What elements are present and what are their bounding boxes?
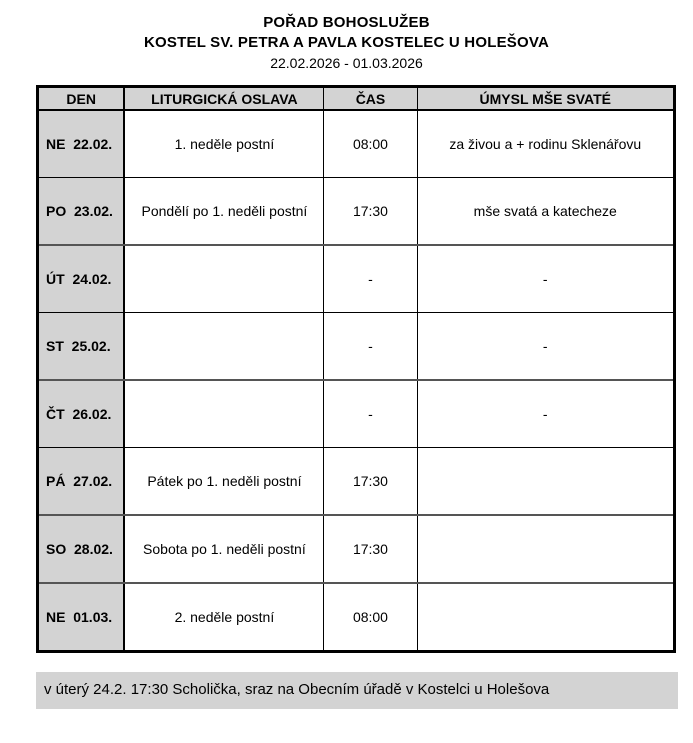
- time-cell: 17:30: [324, 448, 417, 516]
- time-cell: 08:00: [324, 110, 417, 178]
- liturgy-cell: Pátek po 1. neděli postní: [124, 448, 324, 516]
- column-header-cas: ČAS: [324, 87, 417, 111]
- schedule-table: [36, 85, 676, 653]
- day-cell: PÁ 27.02.: [38, 448, 125, 516]
- church-name: KOSTEL SV. PETRA A PAVLA KOSTELEC U HOLEŠOVA: [144, 34, 549, 51]
- day-cell: ÚT 24.02.: [38, 245, 125, 313]
- liturgy-cell: 1. neděle postní: [124, 110, 324, 178]
- column-header-den: DEN: [38, 87, 125, 111]
- table-row: [38, 515, 675, 583]
- date-range: 22.02.2026 - 01.03.2026: [270, 55, 423, 71]
- intention-cell: [417, 448, 675, 516]
- header-row: [38, 87, 675, 111]
- liturgy-cell: [124, 313, 324, 381]
- day-cell: ST 25.02.: [38, 313, 125, 381]
- time-cell: 17:30: [324, 515, 417, 583]
- liturgy-cell: [124, 380, 324, 448]
- time-cell: 17:30: [324, 178, 417, 246]
- liturgy-cell: Pondělí po 1. neděli postní: [124, 178, 324, 246]
- day-cell: SO 28.02.: [38, 515, 125, 583]
- table-row: [38, 178, 675, 246]
- page-title: POŘAD BOHOSLUŽEB: [263, 14, 430, 31]
- intention-cell: za živou a + rodinu Sklenářovu: [417, 110, 675, 178]
- liturgy-cell: [124, 245, 324, 313]
- table-row: [38, 583, 675, 652]
- time-cell: -: [324, 313, 417, 381]
- table-row: [38, 448, 675, 516]
- time-cell: 08:00: [324, 583, 417, 652]
- title-block: [0, 0, 693, 73]
- intention-cell: [417, 583, 675, 652]
- day-cell: ČT 26.02.: [38, 380, 125, 448]
- intention-cell: -: [417, 380, 675, 448]
- time-cell: -: [324, 380, 417, 448]
- intention-cell: mše svatá a katecheze: [417, 178, 675, 246]
- time-cell: -: [324, 245, 417, 313]
- intention-cell: [417, 515, 675, 583]
- column-header-oslava: LITURGICKÁ OSLAVA: [124, 87, 324, 111]
- column-header-umysl: ÚMYSL MŠE SVATÉ: [417, 87, 675, 111]
- liturgy-cell: Sobota po 1. neděli postní: [124, 515, 324, 583]
- day-cell: PO 23.02.: [38, 178, 125, 246]
- intention-cell: -: [417, 245, 675, 313]
- table-row: [38, 380, 675, 448]
- day-cell: NE 22.02.: [38, 110, 125, 178]
- table-row: [38, 313, 675, 381]
- intention-cell: -: [417, 313, 675, 381]
- table-row: [38, 245, 675, 313]
- table-row: [38, 110, 675, 178]
- announcement-bar: v úterý 24.2. 17:30 Scholička, sraz na Obecním úřadě v Kostelci u Holešova: [36, 672, 678, 709]
- day-cell: NE 01.03.: [38, 583, 125, 652]
- liturgy-cell: 2. neděle postní: [124, 583, 324, 652]
